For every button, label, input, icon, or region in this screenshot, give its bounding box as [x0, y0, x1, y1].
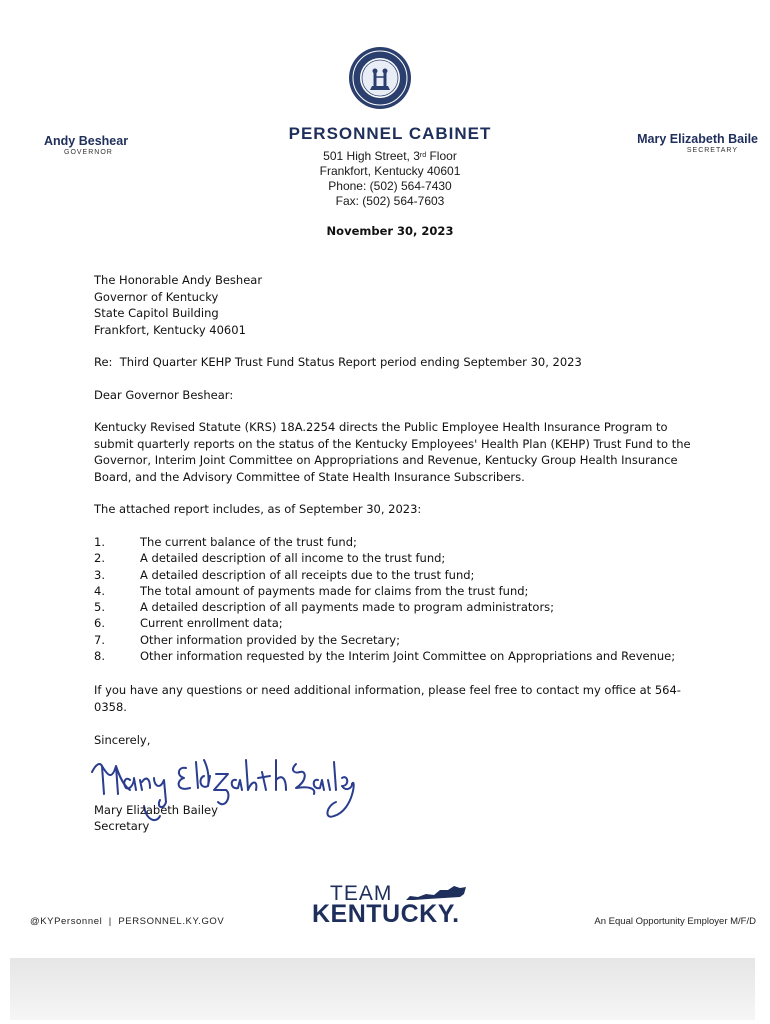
- secretary-block: [578, 132, 758, 154]
- governor-title: GOVERNOR: [64, 149, 113, 156]
- footer-social: @KYPersonnel | PERSONNEL.KY.GOV: [30, 916, 225, 927]
- recipient-line: Frankfort, Kentucky 40601: [94, 322, 246, 337]
- signer-title: Secretary: [94, 819, 150, 833]
- recipient-line: The Honorable Andy Beshear: [94, 273, 263, 287]
- logo-kentucky-text: KENTUCKY.: [312, 900, 460, 928]
- re-line: Re: Third Quarter KEHP Trust Fund Status Report period ending September 30, 2023: [94, 355, 582, 369]
- address-city: Frankfort, Kentucky 40601: [319, 164, 461, 178]
- recipient-line: State Capitol Building: [94, 306, 219, 320]
- list-item: 6. Current enrollment data;: [94, 616, 283, 631]
- signer-name: Mary Elizabeth Bailey: [94, 803, 218, 817]
- list-item: 4. The total amount of payments made for claims from the trust fund;: [94, 583, 529, 598]
- letter-date: November 30, 2023: [326, 224, 454, 238]
- list-item: 3. A detailed description of all receipts due to the trust fund;: [94, 567, 475, 582]
- footer-equal-opportunity: An Equal Opportunity Employer M/F/D: [594, 916, 756, 927]
- team-kentucky-logo: [312, 880, 482, 932]
- salutation: Dear Governor Beshear:: [94, 388, 234, 402]
- secretary-name: Mary Elizabeth Baile: [637, 132, 758, 146]
- kentucky-seal-icon: [348, 46, 412, 110]
- paragraph-report-intro: The attached report includes, as of September 30, 2023:: [94, 502, 422, 516]
- report-items-list: [94, 534, 714, 664]
- cabinet-name: PERSONNEL CABINET: [288, 124, 492, 143]
- list-item: 7. Other information provided by the Secretary;: [94, 632, 400, 647]
- inside-address: [94, 272, 704, 338]
- governor-name: Andy Beshear: [44, 134, 129, 148]
- signer-block: [94, 802, 218, 834]
- address-phone: Phone: (502) 564-7430: [328, 179, 452, 193]
- paragraph-contact: If you have any questions or need additional information, please feel free to contact my office at 564- 0358.: [94, 683, 681, 714]
- cabinet-address: [240, 149, 540, 209]
- list-item: 2. A detailed description of all income to the trust fund;: [94, 551, 446, 566]
- scan-shadow: [10, 958, 755, 1020]
- closing: Sincerely,: [94, 733, 151, 747]
- address-street: 501 High Street, 3rd Floor: [323, 149, 457, 163]
- logo-team-text: TEAM: [330, 882, 393, 905]
- list-item: 5. A detailed description of all payments made to program administrators;: [94, 600, 555, 615]
- list-item: 8. Other information requested by the Interim Joint Committee on Appropriations and Revenue;: [94, 649, 676, 664]
- governor-block: [44, 134, 184, 156]
- recipient-line: Governor of Kentucky: [94, 289, 219, 304]
- address-fax: Fax: (502) 564-7603: [335, 194, 445, 208]
- secretary-title: SECRETARY: [686, 147, 738, 154]
- list-item: 1. The current balance of the trust fund;: [94, 535, 357, 549]
- paragraph-statute: Kentucky Revised Statute (KRS) 18A.2254 directs the Public Employee Health Insurance Program to submit quarterly reports on the status of the Kentucky Employees' Health Plan (KEHP) Trust Fund to the Governor, Interim Joint Committee on Appropriations and Revenue, Kentucky Group Health Insurance Board, and the Advisory Committee of State Health Insurance Subscribers.: [94, 420, 691, 484]
